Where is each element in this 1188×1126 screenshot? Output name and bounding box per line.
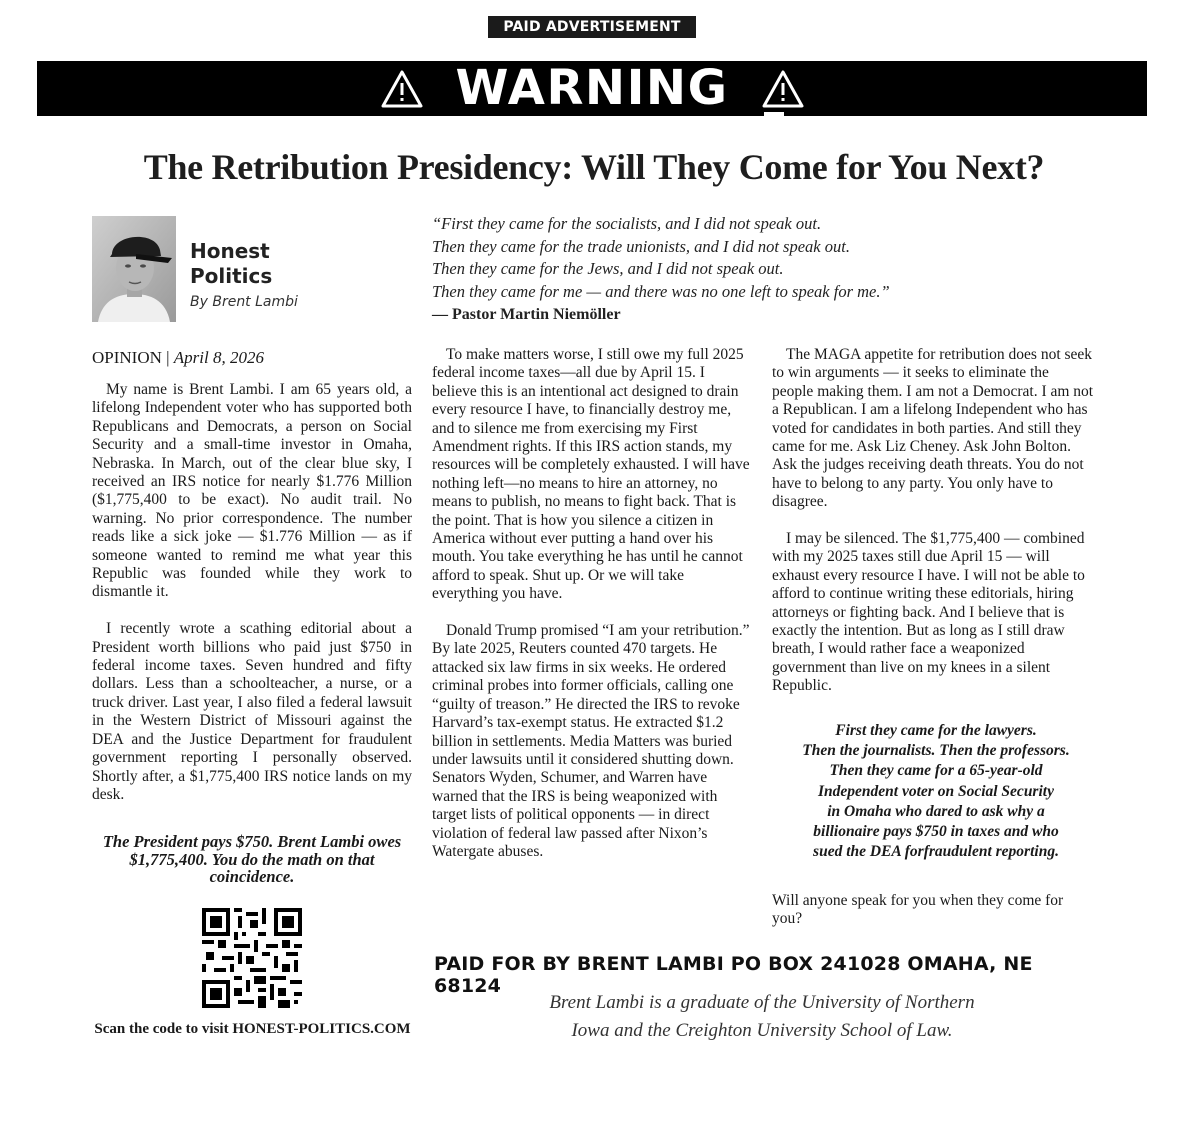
pull-quote-line: Independent voter on Social Security <box>818 782 1054 800</box>
brand-line-1: Honest <box>190 239 270 263</box>
bio-line: Brent Lambi is a graduate of the University of Northern <box>549 992 975 1013</box>
paid-advertisement-label: PAID ADVERTISEMENT <box>488 16 696 38</box>
section-dateline <box>92 348 264 368</box>
pull-quote-line: billionaire pays $750 in taxes and who <box>813 823 1059 841</box>
section-label: OPINION | <box>92 348 170 367</box>
article-paragraph: To make matters worse, I still owe my full 2025 federal income taxes—all due by April 15. I believe this is an intentional act designed to drain every resource I have, to financially destroy me, and to silence me from exercising my First Amendment rights. If this IRS action stands, my resources will be completely exhausted. I will have nothing left—no means to hire an attorney, no means to publish, no means to fight back. That is the point. That is how you silence a citizen in America without ever putting a hand over his mouth. You take everything he has until he cannot afford to speak. Shut up. Or we will take everything you have. <box>432 346 750 603</box>
publish-date: April 8, 2026 <box>173 348 264 367</box>
quote-line: Then they came for the trade unionists, and I did not speak out. <box>432 236 850 256</box>
quote-line: Then they came for the Jews, and I did not speak out. <box>432 259 784 279</box>
quote-attribution: — Pastor Martin Niemöller <box>432 305 621 323</box>
scan-instruction: Scan the code to visit HONEST-POLITICS.COM <box>94 1021 411 1037</box>
quote-line: Then they came for me — and there was no one left to speak for me.” <box>432 282 890 302</box>
author-photo <box>92 216 176 322</box>
pull-quote-line: sued the DEA forfraudulent reporting. <box>813 843 1059 861</box>
article-column-2 <box>432 346 750 880</box>
niemoller-quote <box>432 213 952 327</box>
article-paragraph: My name is Brent Lambi. I am 65 years old, a lifelong Independent voter who has supported both Republicans and Democrats, a person on Social Security and a small-time investor in Omaha, Nebraska. In March, out of the clear blue sky, I received an IRS notice for nearly $1.776 Million ($1,775,400 to be exact). No audit trail. No warning. No prior correspondence. The number reads like a sick joke — $1.776 Million — as if someone wanted to remind me what year this Republic was founded while they work to dismantle it. <box>92 381 412 601</box>
article-paragraph: I may be silenced. The $1,775,400 — combined with my 2025 taxes still due April 15 — will exhaust every resource I have. I will not be able to afford to continue writing these editorials, hiring attorneys or fighting back. And I believe that is exactly the intention. But as long as I still draw breath, I would rather face a weaponized government than live on my knees in a silent Republic. <box>772 530 1085 695</box>
warning-title: WARNING <box>455 60 729 116</box>
author-bio <box>460 989 1064 1045</box>
warning-triangle-icon <box>762 69 804 109</box>
closing-question: Will anyone speak for you when they come for you? <box>772 892 1064 927</box>
warning-banner <box>37 61 1147 116</box>
pull-quote-line: Then they came for a 65-year-old <box>829 762 1043 780</box>
pull-quote-line: Then the journalists. Then the professors. <box>802 742 1070 760</box>
brand-name <box>190 239 272 289</box>
quote-line: “First they came for the socialists, and I did not speak out. <box>432 214 822 233</box>
banner-notch <box>764 112 784 122</box>
pull-quote-line: First they came for the lawyers. <box>835 722 1037 739</box>
article-column-1 <box>92 381 412 823</box>
article-paragraph: I recently wrote a scathing editorial about a President worth billions who paid just $750 in federal income taxes. Seven hundred and fifty dollars. Less than a schoolteacher, a nurse, or a truck driver. Last year, I also filed a federal lawsuit in the Western District of Missouri against the DEA and the Justice Department for fraudulent government reporting I personally observed. Shortly after, a $1,775,400 IRS notice lands on my desk. <box>92 620 412 803</box>
page-headline: The Retribution Presidency: Will They Come for You Next? <box>143 147 1045 187</box>
author-byline: By Brent Lambi <box>190 294 298 310</box>
article-paragraph: The MAGA appetite for retribution does not seek to win arguments — it seeks to eliminate the people making them. I am not a Democrat. I am not a Republican. I am a lifelong Independent who has voted for candidates in both parties. And still they came for me. Ask Liz Cheney. Ask John Bolton. Ask the judges receiving death threats. You do not have to belong to any party. You only have to disagree. <box>772 346 1094 511</box>
paid-for-disclaimer: PAID FOR BY BRENT LAMBI PO BOX 241028 OMAHA, NE 68124 <box>434 953 1033 997</box>
article-column-3 <box>772 346 1094 714</box>
pull-quote: The President pays $750. Brent Lambi owes $1,775,400. You do the math on that coincidence. <box>102 832 402 887</box>
brand-line-2: Politics <box>190 264 273 288</box>
bio-line: Iowa and the Creighton University School of Law. <box>571 1020 953 1041</box>
article-paragraph: Donald Trump promised “I am your retribution.” By late 2025, Reuters counted 470 targets. He attacked six law firms in six weeks. He ordered criminal probes into former officials, calling one “guilty of treason.” He directed the IRS to revoke Harvard’s tax-exempt status. He extracted $1.2 billion in settlements. Media Matters was buried under lawsuits until it considered shutting down. Senators Wyden, Schumer, and Warren have warned that the IRS is being weaponized with target lists of political opponents — in direct violation of federal law passed after Nixon’s Watergate abuses. <box>432 622 750 860</box>
qr-code-icon[interactable] <box>202 908 302 1008</box>
pull-quote-line: in Omaha who dared to ask why a <box>827 802 1045 820</box>
pull-quote <box>772 721 1100 862</box>
